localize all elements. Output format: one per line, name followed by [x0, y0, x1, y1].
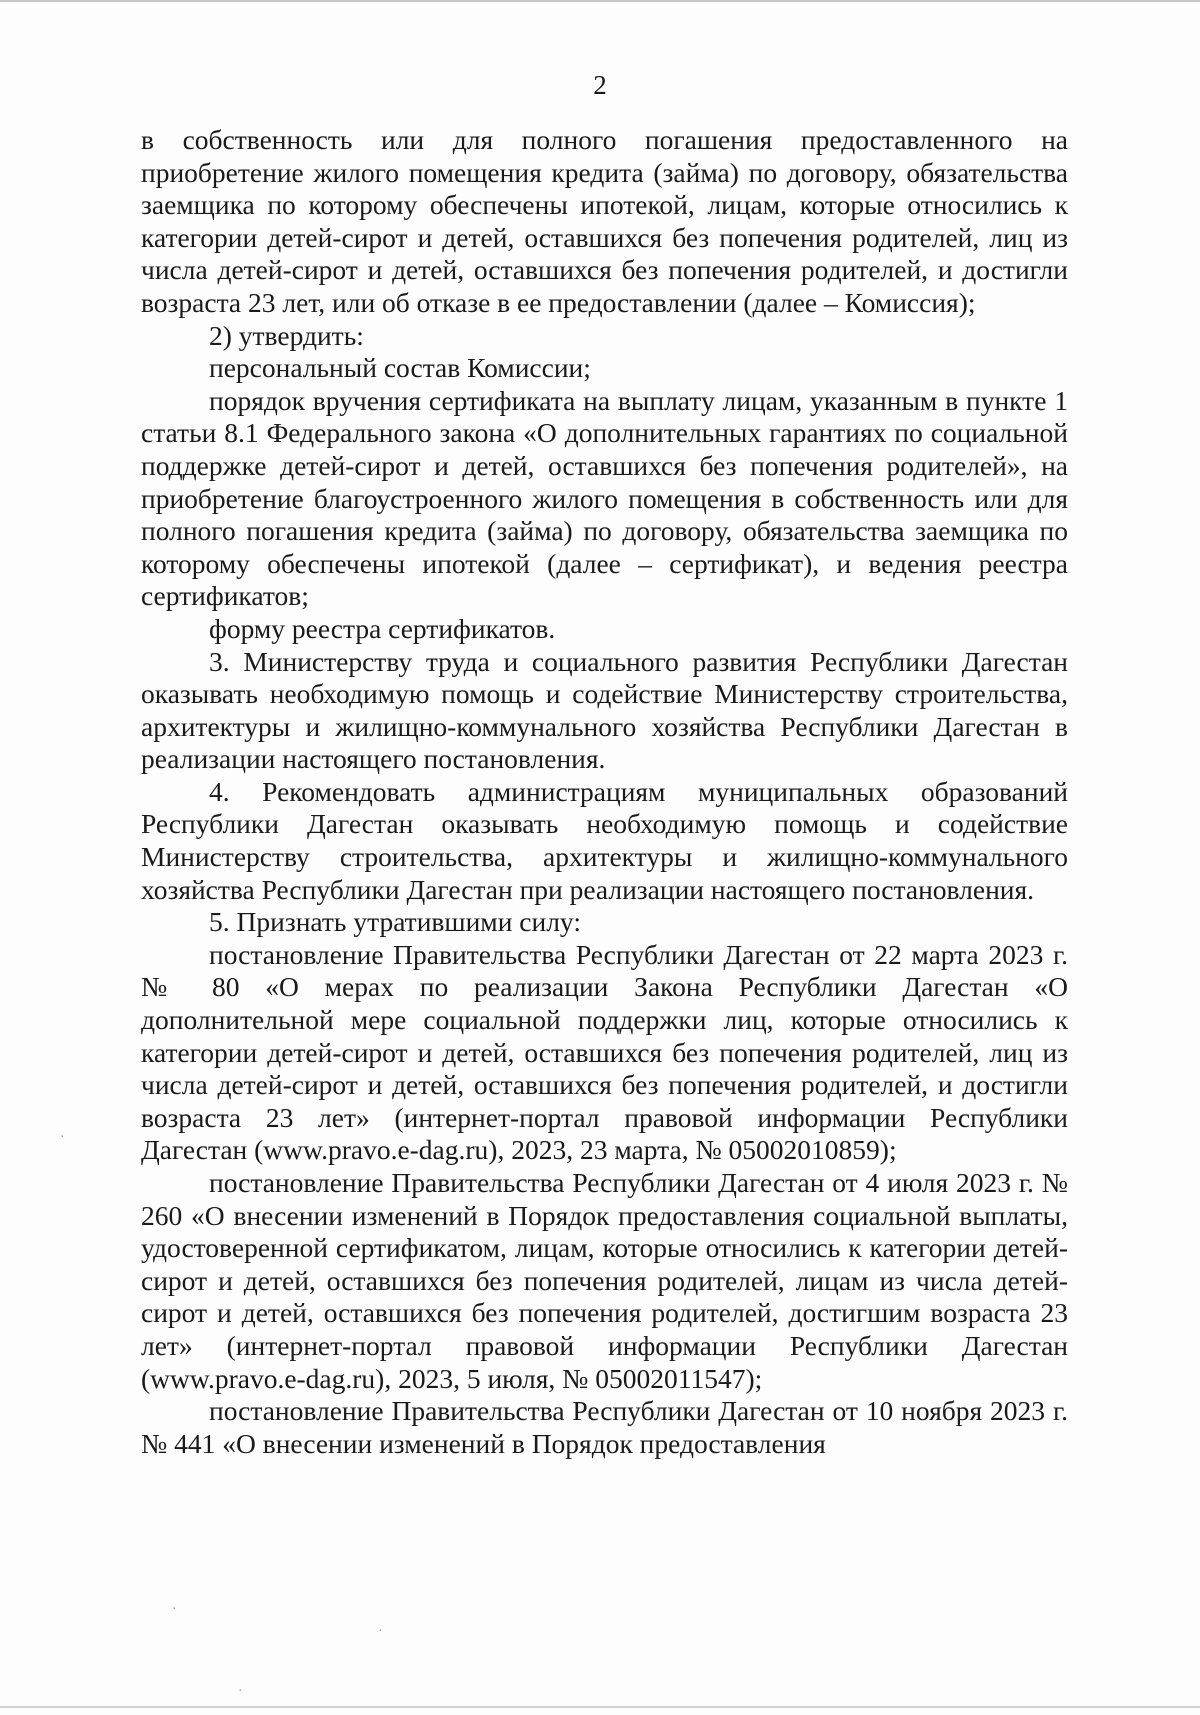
scan-speck: ·	[60, 1130, 65, 1145]
paragraph-item-3: 3. Министерству труда и социального развития Республики Дагестан оказывать необходимую помощь и содействие Министерству строительства, архитектуры и жилищно-коммунального хозяйства Республики Дагестан в реализации настоящего постановления.	[141, 645, 1068, 775]
paragraph-item-4: 4. Рекомендовать администрациям муниципальных образований Республики Дагестан оказывать необходимую помощь и содействие Министерству строительства, архитектуры и жилищно-коммунального хозяйства Республики Дагестан при реализации настоящего постановления.	[141, 775, 1068, 905]
scan-speck: ·	[238, 1684, 243, 1699]
paragraph-commission-continuation: в собственность или для полного погашения предоставленного на приобретение жилого помещения кредита (займа) по договору, обязательства заемщика по которому обеспечены ипотекой, лицам, которые относились к категории детей-сирот и детей, оставшихся без попечения родителей, лиц из числа детей-сирот и детей, оставшихся без попечения родителей, и достигли возраста 23 лет, или об отказе в ее предоставлении (далее – Комиссия);	[141, 124, 1068, 318]
paragraph-resolution-260: постановление Правительства Республики Дагестан от 4 июля 2023 г. № 260 «О внесении изменений в Порядок предоставления социальной выплаты, удостоверенной сертификатом, лицам, которые относились к категории детей-сирот и детей, оставшихся без попечения родителей, лицам из числа детей-сирот и детей, оставшихся без попечения родителей, достигшим возраста 23 лет» (интернет-портал правовой информации Республики Дагестан (www.pravo.e-dag.ru), 2023, 5 июля, № 05002011547);	[141, 1167, 1068, 1394]
scan-edge-top	[0, 0, 1200, 2]
paragraph-registry-form: форму реестра сертификатов.	[209, 612, 556, 644]
paragraph-resolution-441: постановление Правительства Республики Дагестан от 10 ноября 2023 г. № 441 «О внесении изменений в Порядок предоставления	[141, 1395, 1068, 1459]
scan-speck: ·	[172, 1602, 177, 1617]
paragraph-commission-staff: персональный состав Комиссии;	[209, 352, 591, 384]
page-number: 2	[593, 70, 607, 100]
paragraph-resolution-80: постановление Правительства Республики Дагестан от 22 марта 2023 г. № 80 «О мерах по реализации Закона Республики Дагестан «О дополнительной мере социальной поддержки лиц, которые относились к категории детей-сирот и детей, оставшихся без попечения родителей, лиц из числа детей-сирот и детей, оставшихся без попечения родителей, и достигли возраста 23 лет» (интернет-портал правовой информации Республики Дагестан (www.pravo.e-dag.ru), 2023, 23 марта, № 05002010859);	[141, 938, 1068, 1166]
paragraph-item-5: 5. Признать утратившими силу:	[209, 906, 581, 938]
scan-edge-bottom	[0, 1706, 1200, 1708]
scan-speck: ·	[378, 1624, 383, 1639]
paragraph-approve: 2) утвердить:	[209, 319, 364, 351]
paragraph-certificate-procedure: порядок вручения сертификата на выплату лицам, указанным в пункте 1 статьи 8.1 Федерального закона «О дополнительных гарантиях по социальной поддержке детей-сирот и детей, оставшихся без попечения родителей», на приобретение благоустроенного жилого помещения в собственность или для полного погашения кредита (займа) по договору, обязательства заемщика по которому обеспечены ипотекой (далее – сертификат), и ведения реестра сертификатов;	[141, 384, 1068, 612]
document-body	[141, 124, 1068, 1460]
